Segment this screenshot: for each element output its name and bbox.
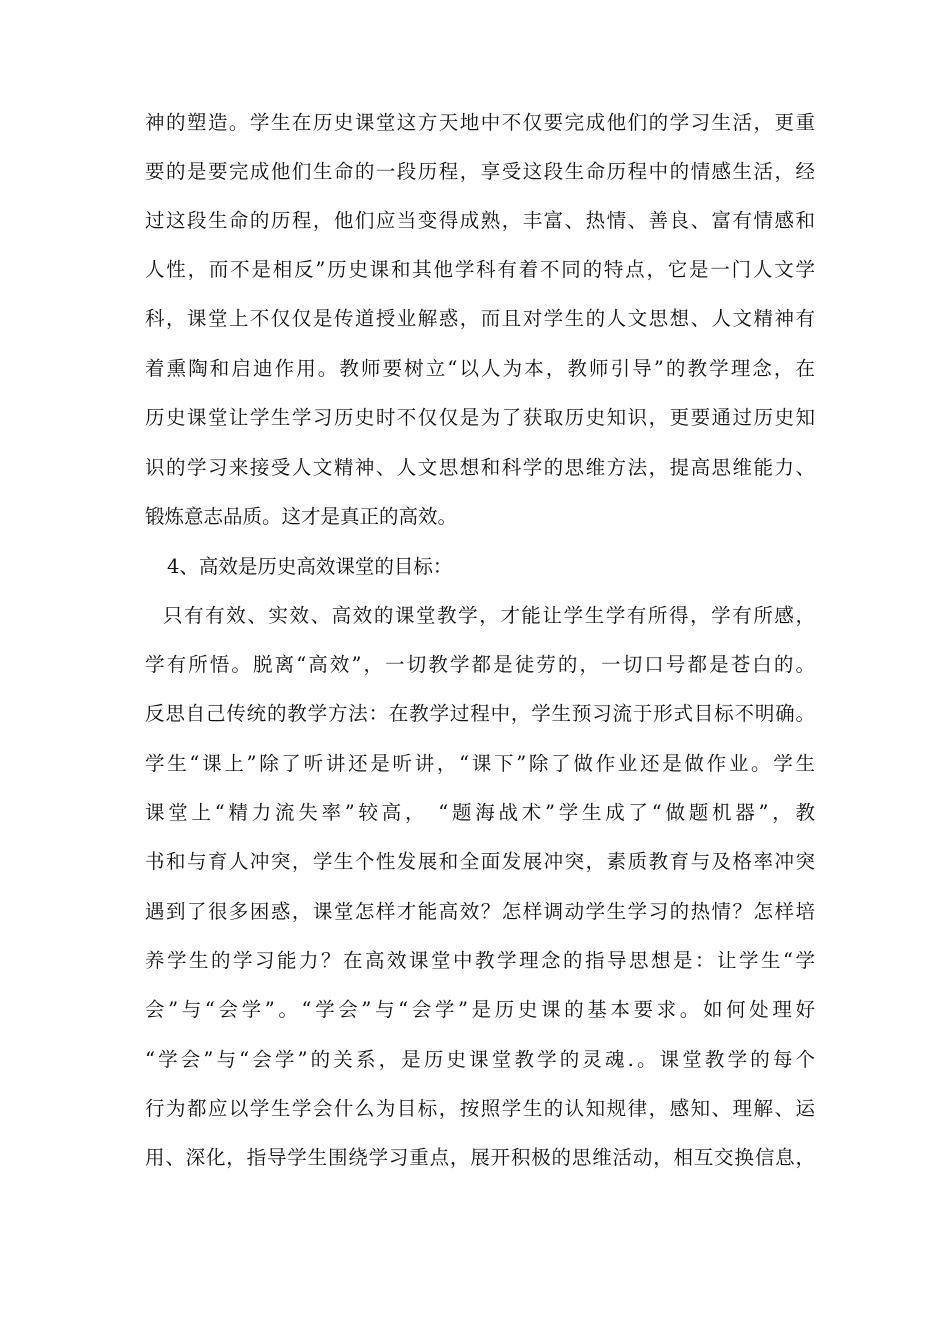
text-line: 用、深化，指导学生围绕学习重点，展开积极的思维活动，相互交换信息，: [145, 1146, 815, 1169]
text-line: 要的是要完成他们生命的一段历程，享受这段生命历程中的情感生活，经: [145, 160, 815, 183]
text-line: 人性，而不是相反”历史课和其他学科有着不同的特点，它是一门人文学: [145, 258, 815, 281]
text-line: 历史课堂让学生学习历史时不仅仅是为了获取历史知识，更要通过历史知: [145, 406, 815, 429]
text-line: 锻炼意志品质。这才是真正的高效。: [145, 505, 458, 528]
section-heading: 4、高效是历史高效课堂的目标：: [167, 555, 453, 578]
text-line: 行为都应以学生学会什么为目标，按照学生的认知规律，感知、理解、运: [145, 1097, 815, 1120]
text-line: 遇到了很多困惑，课堂怎样才能高效？怎样调动学生学习的热情？怎样培: [145, 900, 815, 923]
text-line: 学有所悟。脱离“高效”，一切教学都是徒劳的，一切口号都是苍白的。: [145, 653, 815, 676]
text-line: 会”与“会学”。“学会”与“会学”是历史课的基本要求。如何处理好: [145, 998, 815, 1021]
text-line: 书和与育人冲突，学生个性发展和全面发展冲突，素质教育与及格率冲突: [145, 850, 815, 873]
text-line: 课堂上“精力流失率”较高， “题海战术”学生成了“做题机器”，教: [145, 801, 815, 824]
text-line: 养学生的学习能力？在高效课堂中教学理念的指导思想是：让学生“学: [145, 949, 815, 972]
text-line: 过这段生命的历程，他们应当变得成熟，丰富、热情、善良、富有情感和: [145, 209, 815, 232]
text-line: “学会”与“会学”的关系，是历史课堂教学的灵魂.。课堂教学的每个: [145, 1048, 815, 1071]
text-line: 神的塑造。学生在历史课堂这方天地中不仅要完成他们的学习生活，更重: [145, 111, 815, 134]
text-line: 学生“课上”除了听讲还是听讲，“课下”除了做作业还是做作业。学生: [145, 752, 815, 775]
text-line: 只有有效、实效、高效的课堂教学，才能让学生学有所得，学有所感，: [163, 604, 815, 627]
text-line: 识的学习来接受人文精神、人文思想和科学的思维方法，提高思维能力、: [145, 456, 815, 479]
text-line: 科，课堂上不仅仅是传道授业解惑，而且对学生的人文思想、人文精神有: [145, 307, 815, 330]
text-line: 反思自己传统的教学方法：在教学过程中，学生预习流于形式目标不明确。: [145, 702, 815, 725]
text-line: 着熏陶和启迪作用。教师要树立“以人为本，教师引导”的教学理念，在: [145, 357, 815, 380]
